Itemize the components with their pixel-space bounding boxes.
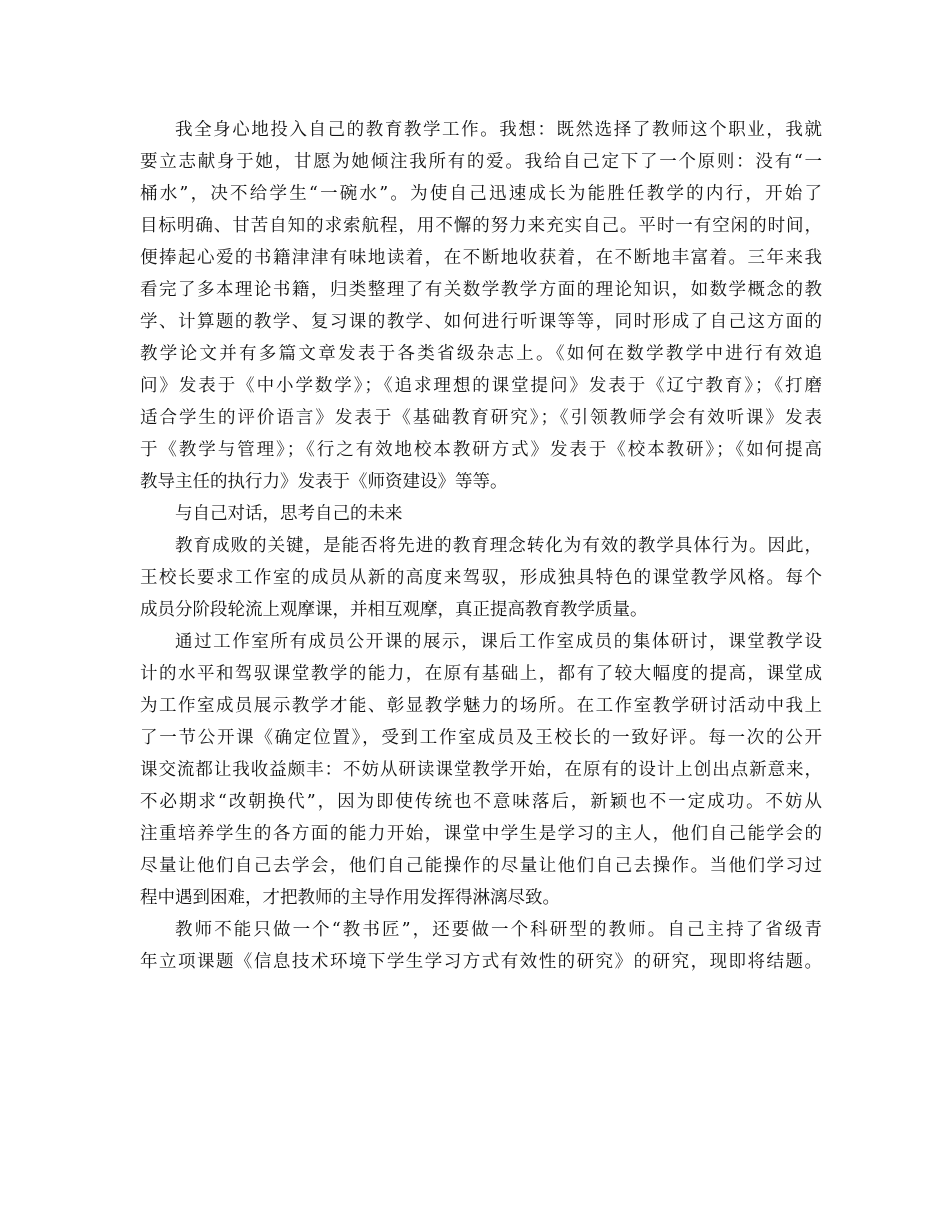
paragraph-line: 于《教学与管理》；《行之有效地校本教研方式》发表于《校本教研》；《如何提高 bbox=[140, 440, 822, 460]
paragraph-line: 教师不能只做一个“教书匠”，还要做一个科研型的教师。自己主持了省级青 bbox=[175, 920, 822, 940]
paragraph-line: 不必期求“改朝换代”，因为即使传统也不意味落后，新颖也不一定成功。不妨从 bbox=[140, 792, 822, 812]
paragraph-line: 教导主任的执行力》发表于《师资建设》等等。 bbox=[140, 472, 508, 492]
paragraph-line: 通过工作室所有成员公开课的展示，课后工作室成员的集体研讨，课堂教学设 bbox=[175, 632, 822, 652]
paragraph-line: 了一节公开课《确定位置》，受到工作室成员及王校长的一致好评。每一次的公开 bbox=[140, 728, 822, 748]
paragraph-line: 我全身心地投入自己的教育教学工作。我想：既然选择了教师这个职业，我就 bbox=[175, 120, 822, 140]
paragraph-line: 年立项课题《信息技术环境下学生学习方式有效性的研究》的研究，现即将结题。 bbox=[140, 952, 822, 972]
paragraph-line: 问》发表于《中小学数学》；《追求理想的课堂提问》发表于《辽宁教育》；《打磨 bbox=[140, 376, 822, 396]
section-heading: 与自己对话，思考自己的未来 bbox=[175, 504, 403, 524]
paragraph-line: 尽量让他们自己去学会，他们自己能操作的尽量让他们自己去操作。当他们学习过 bbox=[140, 856, 822, 876]
paragraph-line: 王校长要求工作室的成员从新的高度来驾驭，形成独具特色的课堂教学风格。每个 bbox=[140, 568, 822, 588]
paragraph-line: 为工作室成员展示教学才能、彰显教学魅力的场所。在工作室教学研讨活动中我上 bbox=[140, 696, 822, 716]
paragraph-line: 目标明确、甘苦自知的求索航程，用不懈的努力来充实自己。平时一有空闲的时间， bbox=[140, 216, 822, 236]
paragraph-line: 桶水”，决不给学生“一碗水”。为使自己迅速成长为能胜任教学的内行，开始了 bbox=[140, 184, 822, 204]
paragraph-line: 教学论文并有多篇文章发表于各类省级杂志上。《如何在数学教学中进行有效追 bbox=[140, 344, 822, 364]
paragraph-line: 计的水平和驾驭课堂教学的能力，在原有基础上，都有了较大幅度的提高，课堂成 bbox=[140, 664, 822, 684]
paragraph-line: 程中遇到困难，才把教师的主导作用发挥得淋漓尽致。 bbox=[140, 888, 560, 908]
paragraph-line: 适合学生的评价语言》发表于《基础教育研究》；《引领教师学会有效听课》发表 bbox=[140, 408, 822, 428]
paragraph-line: 要立志献身于她，甘愿为她倾注我所有的爱。我给自己定下了一个原则：没有“一 bbox=[140, 152, 822, 172]
paragraph-line: 便捧起心爱的书籍津津有味地读着，在不断地收获着，在不断地丰富着。三年来我 bbox=[140, 248, 822, 268]
paragraph-line: 课交流都让我收益颇丰：不妨从研读课堂教学开始，在原有的设计上创出点新意来， bbox=[140, 760, 822, 780]
paragraph-line: 注重培养学生的各方面的能力开始，课堂中学生是学习的主人，他们自己能学会的 bbox=[140, 824, 822, 844]
paragraph-line: 学、计算题的教学、复习课的教学、如何进行听课等等，同时形成了自己这方面的 bbox=[140, 312, 822, 332]
document-body bbox=[140, 114, 822, 978]
paragraph-line: 教育成败的关键，是能否将先进的教育理念转化为有效的教学具体行为。因此， bbox=[175, 536, 822, 556]
paragraph-line: 成员分阶段轮流上观摩课，并相互观摩，真正提高教育教学质量。 bbox=[140, 600, 648, 620]
paragraph-line: 看完了多本理论书籍，归类整理了有关数学教学方面的理论知识，如数学概念的教 bbox=[140, 280, 822, 300]
